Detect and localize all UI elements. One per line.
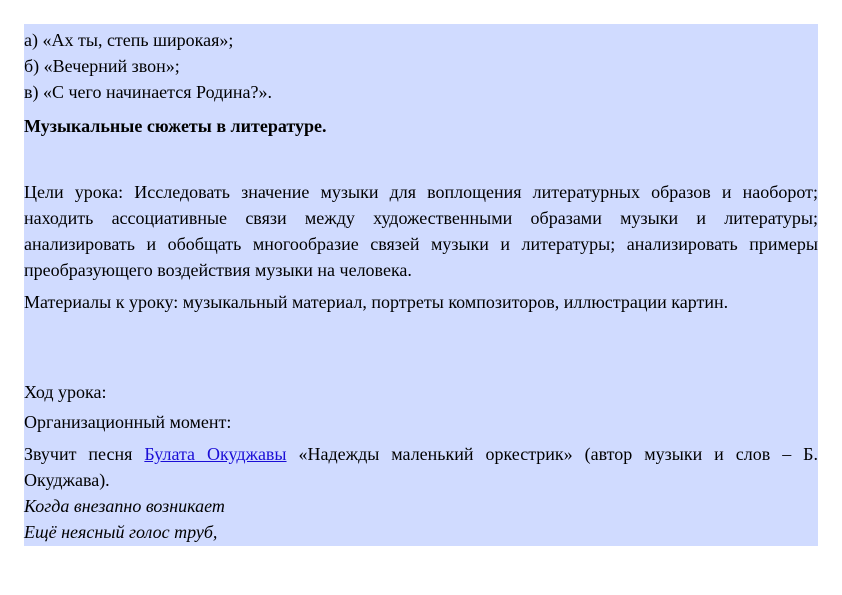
organizational-moment: Организационный момент:	[24, 412, 232, 432]
poem-line-1: Когда внезапно возникает	[24, 496, 225, 516]
song-prefix: Звучит песня	[24, 444, 145, 464]
song-paragraph	[24, 441, 818, 493]
list-item-b: б) «Вечерний звон»;	[24, 56, 180, 76]
section-heading: Музыкальные сюжеты в литературе.	[24, 116, 327, 136]
list-item-a: а) «Ах ты, степь широкая»;	[24, 30, 234, 50]
list-item-c: в) «С чего начинается Родина?».	[24, 82, 272, 102]
okudzhava-link[interactable]: Булата Окуджавы	[144, 444, 287, 464]
document-page	[24, 24, 818, 546]
lesson-goals-paragraph: Цели урока: Исследовать значение музыки для воплощения литературных образов и наоборот; находить ассоциативные связи между художественными образами музыки и литературы; анализировать и обобщать многообразие связей музыки и литературы; анализировать примеры преобразующего воздействия музыки на человека.	[24, 182, 818, 280]
lesson-materials-paragraph: Материалы к уроку: музыкальный материал, портреты композиторов, иллюстрации картин.	[24, 292, 729, 312]
poem-line-2: Ещё неясный голос труб,	[24, 522, 218, 542]
lesson-progress-heading: Ход урока:	[24, 382, 107, 402]
song-suffix: «Надежды маленький оркестрик» (автор музыки и слов – Б. Окуджава).	[24, 444, 818, 490]
